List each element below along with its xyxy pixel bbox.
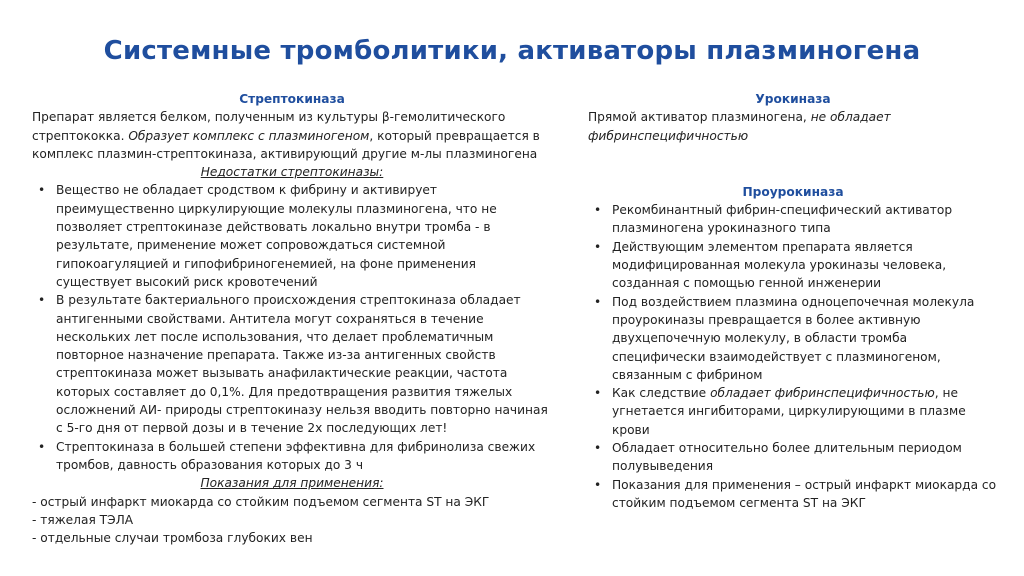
item-text: Под воздействием плазмина одноцепочечная молекула проурокиназы превращается в более активную двухцепочечную молекулу, в области тромба специфически взаимодействует с плазминогеном, связанным с фибрином <box>612 294 975 382</box>
streptokinase-column <box>32 90 552 547</box>
intro-text-italic: Образует комплекс с плазминогеном <box>128 128 370 143</box>
intro-text-a: Препарат является белком, полученным из культуры β-гемолитического стрептококка. <box>32 110 506 143</box>
indication-line: - тяжелая ТЭЛА <box>32 512 134 527</box>
item-text: Обладает относительно более длительным периодом полувыведения <box>612 441 962 474</box>
spacer <box>588 145 998 183</box>
drawbacks-title: Недостатки стрептокиназы: <box>200 165 384 180</box>
urokinase-text <box>588 108 998 145</box>
item-text: Показания для применения – острый инфаркт миокарда со стойким подъемом сегмента ST на ЭКГ <box>612 477 997 510</box>
list-item <box>588 293 998 384</box>
intro-text-c: , который превращается в комплекс плазмин-стрептокиназа, активирующий другие м-лы плазминогена <box>32 128 540 161</box>
streptokinase-heading: Стрептокиназа <box>239 92 345 106</box>
item-text-end: , не угнетается ингибиторами, циркулирующими в плазме крови <box>612 386 966 437</box>
indications-title: Показания для применения: <box>200 476 384 491</box>
item-text: Рекомбинантный фибрин-специфический активатор плазминогена урокиназного типа <box>612 203 953 236</box>
urokinase-text-italic: не обладает фибринспецифичностью <box>588 110 891 143</box>
item-text-italic: обладает фибринспецифичностью <box>710 386 935 401</box>
prourokinase-heading: Проурокиназа <box>742 184 844 199</box>
list-item: • Вещество не обладает сродством к фибрину и активирует преимущественно циркулирующие молекулы плазминогена, что не позволяет стрептокиназе действовать локально внутри тромба - в результате, применение может сопровождаться системной гипокоагуляцией и гипофибриногенемией, на фоне применения существует высокий риск кровотечений <box>32 181 552 291</box>
urokinase-heading: Урокиназа <box>755 92 831 106</box>
list-item: • Стрептокиназа в большей степени эффективна для фибринолиза свежих тромбов, давность образования которых до 3 ч <box>32 438 552 475</box>
list-item <box>588 476 998 513</box>
list-item <box>588 439 998 476</box>
item-text: Как следствие <box>612 386 711 401</box>
list-item <box>588 201 998 238</box>
list-item <box>588 238 998 293</box>
list-item: • В результате бактериального происхождения стрептокиназа обладает антигенными свойствами. Антитела могут сохраняться в течение нескольких лет после использования, что делает проблематичным повторное назначение препарата. Также из-за антигенных свойств стрептокиназа может вызывать анафилактические реакции, частота которых составляет до 0,1%. Для предотвращения развития тяжелых осложнений АИ- природы стрептокиназу нельзя вводить повторно начиная с 5-го дня от первой дозы и в течение 2х последующих лет! <box>32 291 552 437</box>
drawbacks-list <box>32 181 552 474</box>
prourokinase-list <box>588 201 998 512</box>
streptokinase-intro <box>32 108 552 163</box>
item-text: Действующим элементом препарата является модифицированная молекула урокиназы человека, созданная с помощью генной инженерии <box>612 239 947 291</box>
indication-line: - острый инфаркт миокарда со стойким подъемом сегмента ST на ЭКГ <box>32 494 490 509</box>
slide-title: Системные тромболитики, активаторы плазминогена <box>103 36 921 66</box>
indication-line: - отдельные случаи тромбоза глубоких вен <box>32 531 313 546</box>
list-item <box>588 384 998 439</box>
urokinase-column <box>588 90 998 512</box>
urokinase-text-a: Прямой активатор плазминогена, <box>588 110 811 125</box>
